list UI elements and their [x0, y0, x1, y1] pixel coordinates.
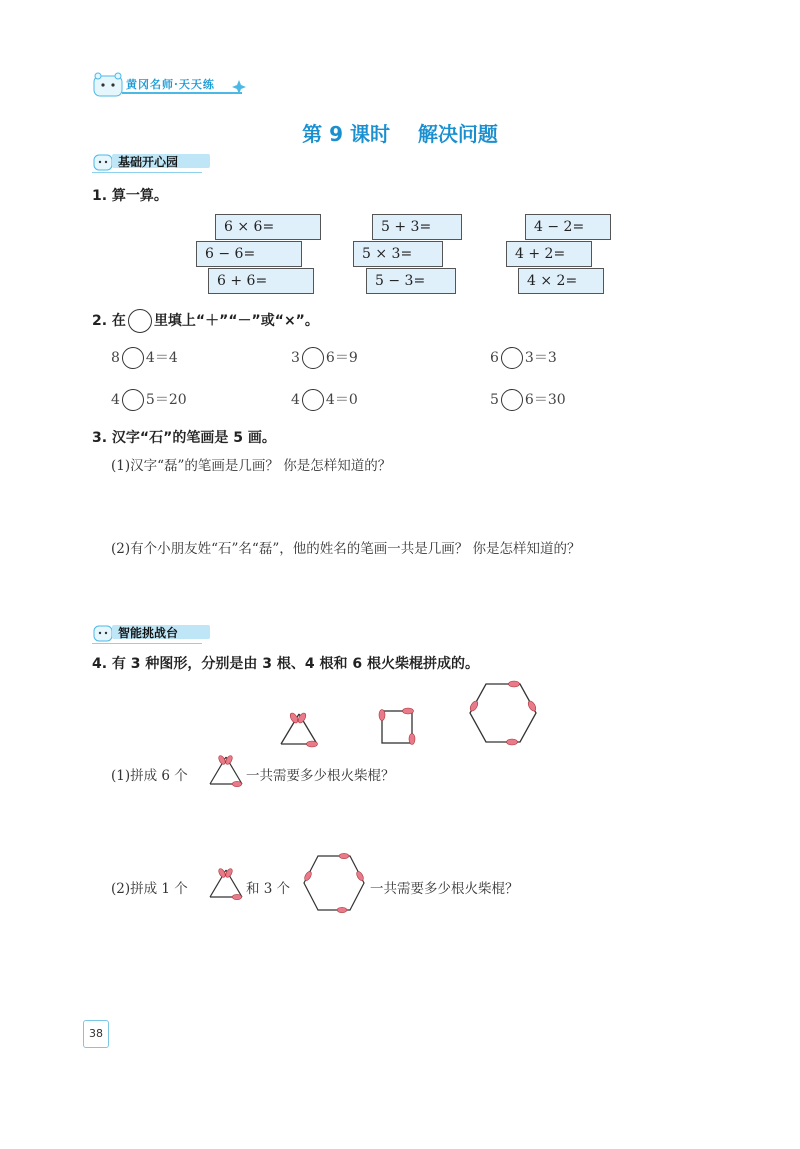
equation: 4 4＝0 [291, 389, 358, 411]
question-4-sub2: (2)拼成 1 个 [111, 881, 188, 897]
bear-mascot-icon [92, 150, 114, 172]
match-triangle-icon [207, 865, 245, 901]
calc-box: 6 × 6= [215, 214, 321, 240]
question-4-sub1: (1)拼成 6 个 [111, 768, 188, 784]
question-3-label: 3. 汉字“石”的笔画是 5 画。 [92, 430, 276, 446]
equation: 3 6＝9 [291, 347, 358, 369]
match-triangle-icon [276, 708, 322, 750]
match-triangle-icon [207, 752, 245, 788]
calc-box: 5 × 3= [353, 241, 443, 267]
brand-underline [122, 92, 242, 94]
answer-circle[interactable] [501, 389, 523, 411]
question-4-sub2-rest: 一共需要多少根火柴棍？ [370, 881, 519, 897]
question-4-label: 4. 有 3 种图形，分别是由 3 根、4 根和 6 根火柴棍拼成的。 [92, 656, 480, 672]
equation: 6 3＝3 [490, 347, 557, 369]
brand-title: 黄冈名师·天天练 [126, 78, 215, 91]
equation: 5 6＝30 [490, 389, 566, 411]
section-title: 智能挑战台 [118, 626, 179, 640]
calc-box: 4 × 2= [518, 268, 604, 294]
lesson-number: 第 9 课时 [302, 122, 390, 146]
section-tag-challenge [92, 621, 222, 641]
calc-box: 5 + 3= [372, 214, 462, 240]
answer-circle[interactable] [302, 347, 324, 369]
question-1-label: 1. 算一算。 [92, 188, 168, 204]
calc-box: 4 − 2= [525, 214, 611, 240]
calc-box: 6 + 6= [208, 268, 314, 294]
question-3-sub1: (1)汉字“磊”的笔画是几画？ 你是怎样知道的？ [111, 458, 392, 474]
match-hexagon-icon [298, 850, 370, 916]
blank-circle-icon [128, 309, 152, 333]
question-4-sub1-rest: 一共需要多少根火柴棍？ [246, 768, 395, 784]
bear-mascot-icon [92, 70, 126, 98]
calc-box: 5 − 3= [366, 268, 456, 294]
lesson-title [0, 118, 800, 147]
answer-circle[interactable] [302, 389, 324, 411]
calc-box: 4 + 2= [506, 241, 592, 267]
question-4-sub2-mid: 和 3 个 [246, 881, 291, 897]
question-3-sub2: (2)有个小朋友姓“石”名“磊”，他的姓名的笔画一共是几画？ 你是怎样知道的？ [111, 541, 581, 557]
section-title: 基础开心园 [118, 155, 179, 169]
calc-box: 6 − 6= [196, 241, 302, 267]
section-tag-basic [92, 150, 222, 170]
equation: 4 5＝20 [111, 389, 187, 411]
page-number: 38 [83, 1020, 109, 1048]
equation: 8 4＝4 [111, 347, 178, 369]
answer-circle[interactable] [122, 389, 144, 411]
lesson-topic: 解决问题 [417, 122, 498, 146]
answer-circle[interactable] [501, 347, 523, 369]
match-hexagon-icon [462, 676, 546, 750]
answer-circle[interactable] [122, 347, 144, 369]
match-square-icon [374, 702, 420, 748]
star-icon [232, 80, 246, 94]
bear-mascot-icon [92, 621, 114, 643]
question-2-label: 2. 在 里填上“＋”“－”或“×”。 [92, 309, 319, 333]
